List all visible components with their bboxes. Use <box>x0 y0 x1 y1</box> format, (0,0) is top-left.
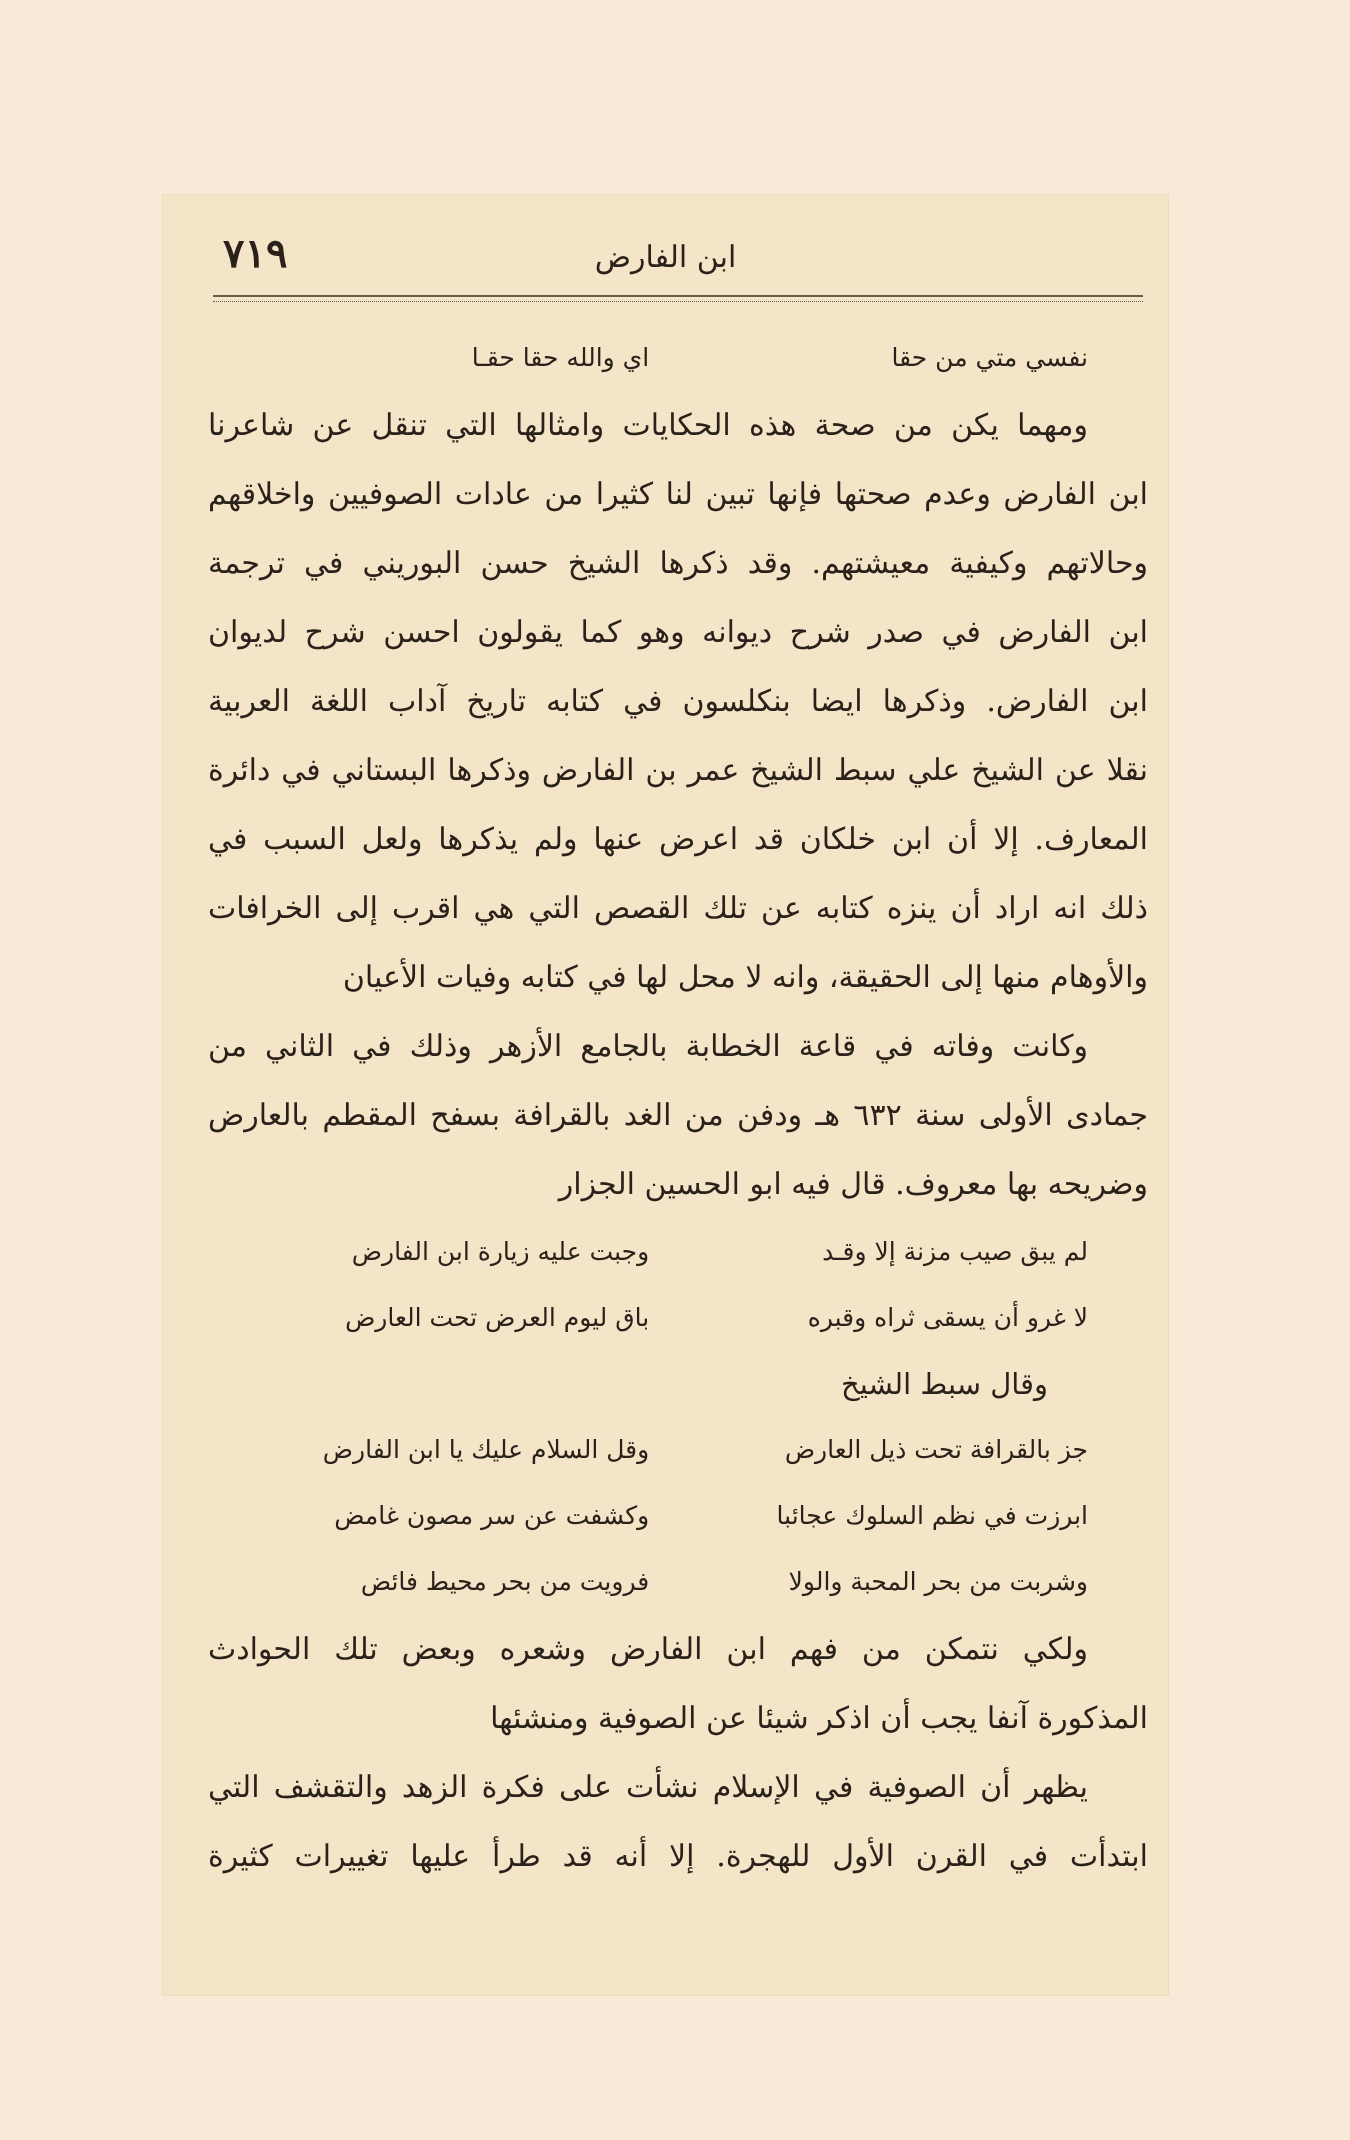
poem <box>208 1417 1148 1615</box>
verse-hemistich: فرويت من بحر محيط فائض <box>360 1567 650 1596</box>
poem <box>208 1219 1148 1351</box>
text-line: ولكي نتمكن من فهم ابن الفارض وشعره وبعض تلك الحوادث <box>208 1632 1088 1667</box>
verse-hemistich: وقل السلام عليك يا ابن الفارض <box>322 1435 650 1464</box>
verse-hemistich: جز بالقرافة تحت ذيل العارض <box>784 1435 1088 1464</box>
text-line: وحالاتهم وكيفية معيشتهم. وقد ذكرها الشيخ حسن البوريني في ترجمة <box>208 546 1148 581</box>
text-line: ابن الفارض وعدم صحتها فإنها تبين لنا كثيرا من عادات الصوفيين واخلاقهم <box>208 477 1148 512</box>
verse-hemistich: اي والله حقا حقـا <box>471 343 650 372</box>
text-line: ابن الفارض. وذكرها ايضا بنكلسون في كتابه تاريخ آداب اللغة العربية <box>208 684 1148 719</box>
paragraph <box>208 1753 1148 1891</box>
page-header <box>213 230 1118 290</box>
book-page <box>163 195 1168 1995</box>
text-line: المعارف. إلا أن ابن خلكان قد اعرض عنها ولم يذكرها ولعل السبب في <box>208 822 1148 857</box>
verse-hemistich: لا غرو أن يسقى ثراه وقبره <box>807 1303 1088 1332</box>
verse-hemistich: وجبت عليه زيارة ابن الفارض <box>351 1237 650 1266</box>
page-number: ٧١٩ <box>223 230 288 277</box>
header-rule <box>213 295 1143 302</box>
paragraph <box>208 391 1148 1012</box>
verse-hemistich: لم يبق صيب مزنة إلا وقـد <box>822 1237 1088 1266</box>
text-line: المذكورة آنفا يجب أن اذكر شيئا عن الصوفية ومنشئها <box>490 1701 1148 1736</box>
verse-line <box>208 1417 1148 1483</box>
text-line: وضريحه بها معروف. قال فيه ابو الحسين الجزار <box>558 1167 1148 1202</box>
verse-line <box>208 1219 1148 1285</box>
verse-hemistich: باق ليوم العرض تحت العارض <box>345 1303 650 1332</box>
verse-line <box>208 325 1148 391</box>
text-line: ابتدأت في القرن الأول للهجرة. إلا أنه قد طرأ عليها تغييرات كثيرة <box>208 1839 1148 1874</box>
text-line: يظهر أن الصوفية في الإسلام نشأت على فكرة الزهد والتقشف التي <box>208 1770 1088 1805</box>
page-body <box>208 325 1148 1891</box>
verse-line <box>208 1483 1148 1549</box>
text-line: ابن الفارض في صدر شرح ديوانه وهو كما يقولون احسن شرح لديوان <box>208 615 1148 650</box>
verse-line <box>208 1549 1148 1615</box>
paragraph <box>208 1615 1148 1753</box>
verse-hemistich: ابرزت في نظم السلوك عجائبا <box>776 1501 1088 1530</box>
verse-hemistich: وكشفت عن سر مصون غامض <box>334 1501 650 1530</box>
text-line: ومهما يكن من صحة هذه الحكايات وامثالها التي تنقل عن شاعرنا <box>208 408 1088 443</box>
poem-attribution: وقال سبط الشيخ <box>840 1367 1048 1401</box>
verse-hemistich: وشربت من بحر المحبة والولا <box>788 1567 1088 1596</box>
text-line: نقلا عن الشيخ علي سبط الشيخ عمر بن الفارض وذكرها البستاني في دائرة <box>208 753 1148 788</box>
running-title: ابن الفارض <box>594 240 737 275</box>
paragraph <box>208 1012 1148 1219</box>
verse-hemistich: نفسي متي من حقا <box>891 343 1088 372</box>
text-line: جمادى الأولى سنة ٦٣٢ هـ ودفن من الغد بالقرافة بسفح المقطم بالعارض <box>208 1098 1148 1133</box>
text-line: ذلك انه اراد أن ينزه كتابه عن تلك القصص التي هي اقرب إلى الخرافات <box>208 891 1148 926</box>
verse-line <box>208 1285 1148 1351</box>
text-line: وكانت وفاته في قاعة الخطابة بالجامع الأزهر وذلك في الثاني من <box>208 1029 1088 1064</box>
text-line: والأوهام منها إلى الحقيقة، وانه لا محل لها في كتابه وفيات الأعيان <box>342 960 1148 995</box>
